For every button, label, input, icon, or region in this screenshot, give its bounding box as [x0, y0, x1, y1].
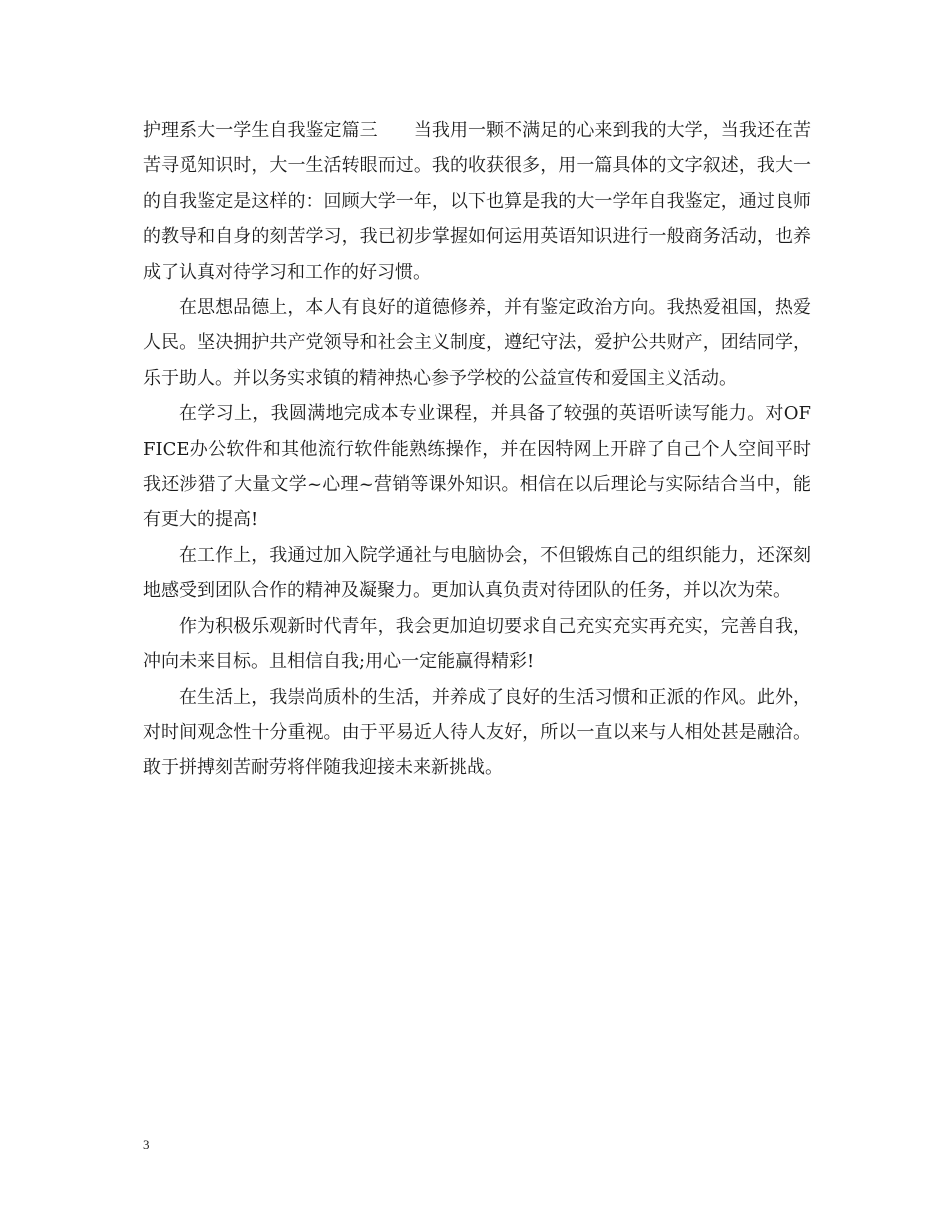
paragraph-moral-character: 在思想品德上，本人有良好的道德修养，并有鉴定政治方向。我热爱祖国，热爱人民。坚决拥护共产党领导和社会主义制度，遵纪守法，爱护公共财产，团结同学，乐于助人。并以务实求镇的精神热心参予学校的公益宣传和爱国主义活动。: [143, 297, 811, 389]
paragraph-work: 在工作上，我通过加入院学通社与电脑协会，不但锻炼自己的组织能力，还深刻地感受到团队合作的精神及凝聚力。更加认真负责对待团队的任务，并以次为荣。: [143, 544, 811, 602]
document-body: [143, 113, 811, 786]
paragraph-outlook: 作为积极乐观新时代青年，我会更加迫切要求自己充实充实再充实，完善自我，冲向未来目标。且相信自我;用心一定能赢得精彩!: [143, 615, 811, 673]
paragraph-life: 在生活上，我崇尚质朴的生活，并养成了良好的生活习惯和正派的作风。此外，对时间观念性十分重视。由于平易近人待人友好，所以一直以来与人相处甚是融洽。敢于拼搏刻苦耐劳将伴随我迎接未来新挑战。: [143, 686, 811, 779]
paragraph-study: 在学习上，我圆满地完成本专业课程，并具备了较强的英语听读写能力。对OFFICE办公软件和其他流行软件能熟练操作，并在因特网上开辟了自己个人空间平时我还涉猎了大量文学~心理~营销等课外知识。相信在以后理论与实际结合当中，能有更大的提高!: [143, 403, 811, 531]
page-number: 3: [143, 1137, 150, 1152]
paragraph-intro: 护理系大一学生自我鉴定篇三 当我用一颗不满足的心来到我的大学，当我还在苦苦寻觅知识时，大一生活转眼而过。我的收获很多，用一篇具体的文字叙述，我大一的自我鉴定是这样的：回顾大学一年，以下也算是我的大一学年自我鉴定，通过良师的教导和自身的刻苦学习，我已初步掌握如何运用英语知识进行一般商务活动，也养成了认真对待学习和工作的好习惯。: [143, 120, 811, 283]
